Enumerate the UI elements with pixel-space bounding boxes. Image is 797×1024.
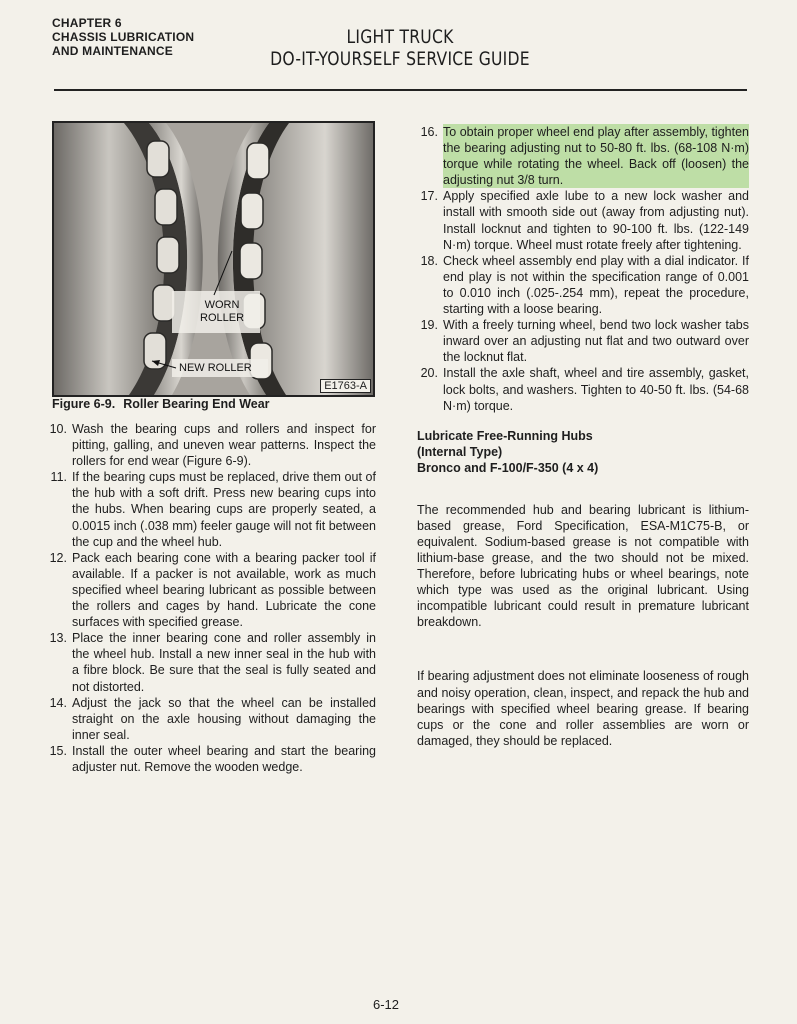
step-item	[46, 695, 376, 743]
title-line: DO-IT-YOURSELF SERVICE GUIDE	[270, 48, 530, 70]
step-number: 10.	[49, 422, 67, 436]
title-line: LIGHT TRUCK	[346, 26, 454, 48]
new-roller-label: NEW ROLLER	[179, 362, 252, 374]
lubricant-paragraph: The recommended hub and bearing lubricant is lithium-based grease, Ford Specification, ESA-M1C75-B, or equivalent. Sodium-based grease is not compatible with lithium-base grease, and the two should not be mixed. Therefore, before lubricating hubs or wheel bearings, note which type was used as the original lubricant. Using incompatible lubricant could result in premature lubricant breakdown.	[417, 502, 749, 630]
page-title	[261, 26, 540, 70]
bearing-illustration	[54, 123, 373, 395]
step-item	[417, 253, 749, 317]
chapter-line: CHAPTER 6	[52, 16, 122, 30]
step-item	[46, 743, 376, 775]
roller-bearing-photo	[52, 121, 375, 397]
step-text: Pack each bearing cone with a bearing packer tool if available. If a packer is not available, work as much specified wheel bearing lubricant as possible between the rollers and cages by hand. Lubricate the cone surfaces with specified grease.	[72, 550, 376, 630]
adjustment-paragraph: If bearing adjustment does not eliminate looseness of rough and noisy operation, clean, inspect, and repack the hub and bearings with specified wheel bearing grease. If bearing cups or the cone and roller assemblies are worn or damaged, they should be replaced.	[417, 669, 749, 748]
step-text-highlighted: To obtain proper wheel end play after assembly, tighten the bearing adjusting nut to 50-80 ft. lbs. (68-108 N·m) torque while rotating the wheel. Back off (loosen) the adjusting nut 3/8 turn.	[443, 125, 749, 188]
figure-caption	[52, 397, 278, 411]
step-number: 20.	[420, 366, 438, 381]
chapter-line: CHASSIS LUBRICATION	[52, 30, 195, 44]
section-heading	[417, 428, 749, 476]
heading-line: (Internal Type)	[417, 444, 503, 459]
step-number: 13.	[49, 631, 67, 646]
page-number: 6-12	[373, 997, 400, 1012]
step-number: 15.	[49, 743, 67, 758]
step-text: If the bearing cups must be replaced, drive them out of the hub with a soft drift. Press new bearing cups into the hubs. When bearing cups are properly seated, a 0.0015 inch (.038 mm) feeler gauge will not fit between the cup and the wheel hub.	[72, 470, 376, 549]
right-column	[417, 124, 749, 749]
heading-line: Lubricate Free-Running Hubs	[417, 428, 593, 443]
caption-text: Roller Bearing End Wear	[123, 397, 270, 411]
step-number: 11.	[50, 470, 67, 485]
step-item	[46, 469, 376, 549]
worn-label-line: ROLLER	[200, 312, 245, 324]
chapter-heading	[52, 16, 194, 58]
step-text: With a freely turning wheel, bend two lock washer tabs inward over an adjusting nut flat and two outward over the locknut flat.	[443, 318, 749, 365]
step-text: Wash the bearing cups and rollers and inspect for pitting, galling, and uneven wear patterns. Inspect the rollers for end wear (Figure 6-9).	[72, 422, 376, 469]
step-number: 16.	[420, 125, 438, 139]
worn-roller-label	[200, 299, 244, 325]
step-item	[417, 188, 749, 252]
figure-code: E1763-A	[320, 379, 371, 393]
chapter-line: AND MAINTENANCE	[52, 44, 173, 58]
step-text: Adjust the jack so that the wheel can be installed straight on the axle housing without damaging the inner seal.	[72, 695, 376, 742]
left-step-list	[46, 421, 376, 775]
step-number: 12.	[49, 550, 67, 565]
step-text: Place the inner bearing cone and roller assembly in the wheel hub. Install a new inner seal in the hub with a fibre block. Be sure that the seal is fully seated and not distorted.	[72, 631, 376, 694]
step-text: Install the axle shaft, wheel and tire assembly, gasket, lock bolts, and washers. Tighten to 40-50 ft. lbs. (54-68 N·m) torque.	[443, 366, 749, 413]
step-item	[46, 421, 376, 469]
header-rule	[54, 89, 747, 91]
step-item	[417, 317, 749, 365]
caption-number: Figure 6-9.	[52, 397, 116, 411]
step-item	[417, 124, 749, 188]
step-text: Install the outer wheel bearing and start the bearing adjuster nut. Remove the wooden wedge.	[72, 743, 376, 774]
step-item	[46, 550, 376, 630]
step-number: 19.	[420, 318, 438, 333]
step-item	[417, 365, 749, 413]
step-number: 17.	[420, 189, 438, 204]
step-text: Check wheel assembly end play with a dial indicator. If end play is not within the specification range of 0.001 to 0.010 inch (.025-.254 mm), repeat the procedure, starting with a loose bearing.	[443, 253, 749, 317]
heading-line: Bronco and F-100/F-350 (4 x 4)	[417, 460, 599, 475]
step-number: 14.	[49, 695, 67, 710]
step-text: Apply specified axle lube to a new lock washer and install with smooth side out (away from adjusting nut). Install locknut and tighten to 90-100 ft. lbs. (122-149 N·m) torque. Wheel must rotate freely after tightening.	[443, 189, 749, 252]
step-item	[46, 630, 376, 694]
step-number: 18.	[420, 253, 438, 268]
worn-label-line: WORN	[204, 299, 240, 311]
